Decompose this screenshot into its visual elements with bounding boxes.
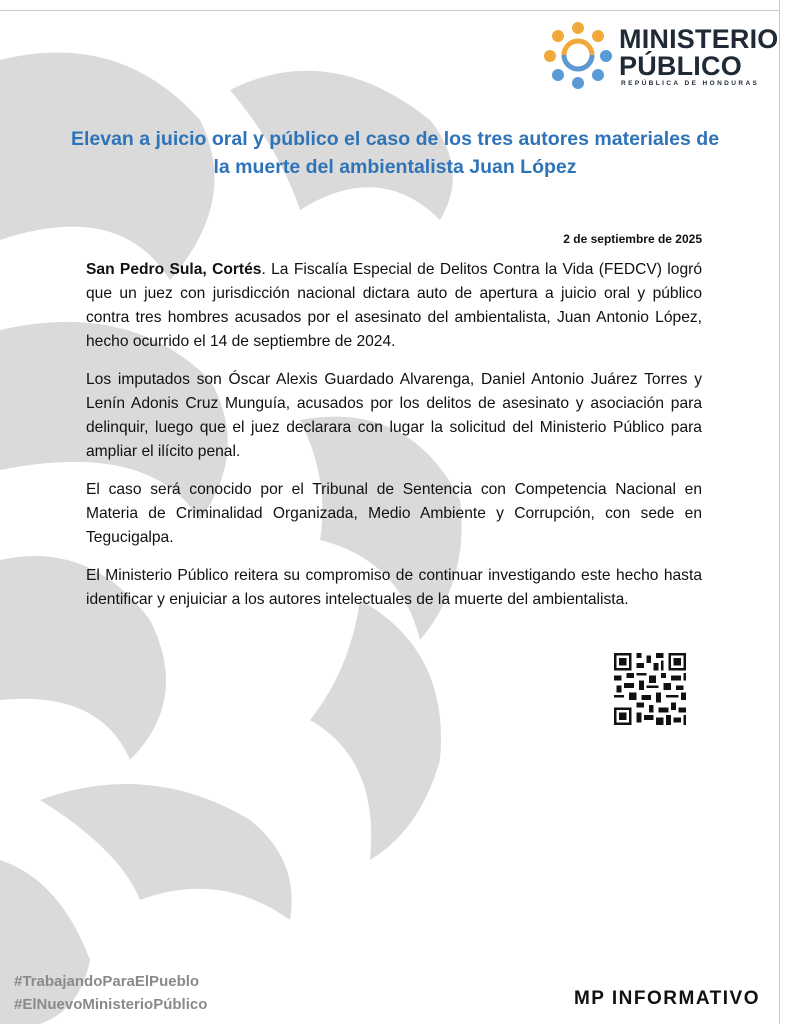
- mp-informativo-label: MP INFORMATIVO: [573, 988, 760, 1009]
- paragraph-3: El caso será conocido por el Tribunal de Sentencia con Competencia Nacional en Materia de Criminalidad Organizada, Medio Ambiente y Corrupción, con sede en Tegucigalpa.: [86, 481, 702, 546]
- dateline: San Pedro Sula, Cortés: [86, 261, 262, 278]
- paragraph-4: El Ministerio Público reitera su compromiso de continuar investigando este hecho hasta identificar y enjuiciar a los autores intelectuales de la muerte del ambientalista.: [86, 567, 702, 608]
- hashtag-nuevo-ministerio[interactable]: #ElNuevoMinisterioPúblico: [14, 996, 208, 1013]
- article-body: [86, 258, 702, 626]
- paragraph-1: [86, 258, 702, 354]
- right-border-line: [779, 0, 780, 1024]
- logo-subtitle: REPÚBLICA DE HONDURAS: [621, 80, 760, 87]
- page-title: Elevan a juicio oral y público el caso de los tres autores materiales de la muerte del ambientalista Juan López: [70, 128, 720, 178]
- logo-title-line2: PÚBLICO: [619, 51, 742, 81]
- ministerio-publico-logo: [543, 20, 779, 92]
- publication-date: 2 de septiembre de 2025: [563, 232, 702, 246]
- footer-hashtags: [14, 970, 207, 1016]
- qr-code[interactable]: [614, 653, 686, 725]
- logo-title-line1: MINISTERIO: [619, 24, 779, 54]
- logo-ring-icon: [543, 20, 613, 90]
- paragraph-2: Los imputados son Óscar Alexis Guardado Alvarenga, Daniel Antonio Juárez Torres y Lenín Adonis Cruz Munguía, acusados por los delitos de asesinato y asociación para delinquir, luego que el juez declarara con lugar la solicitud del Ministerio Público para ampliar el ilícito penal.: [86, 371, 702, 460]
- paragraph-1-text: . La Fiscalía Especial de Delitos Contra la Vida (FEDCV) logró que un juez con jurisdicción nacional dictara auto de apertura a juicio oral y público contra tres hombres acusados por el asesinato del ambientalista, Juan Antonio López, hecho ocurrido el 14 de septiembre de 2024.: [86, 261, 702, 350]
- hashtag-trabajando[interactable]: #TrabajandoParaElPueblo: [14, 973, 200, 990]
